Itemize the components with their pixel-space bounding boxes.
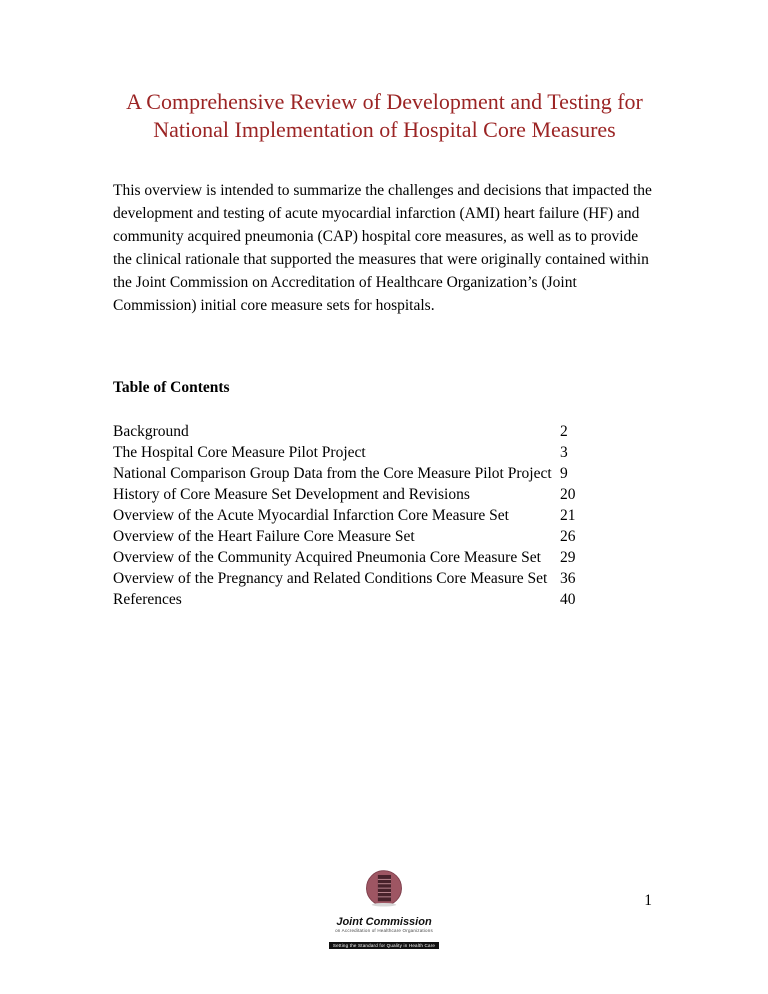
- page-number: 1: [644, 892, 652, 909]
- toc-item-title: Overview of the Heart Failure Core Measure Set: [113, 528, 415, 545]
- toc-item-page: 29: [560, 549, 576, 566]
- toc-item-page: 2: [560, 423, 568, 440]
- toc-row: [113, 589, 656, 610]
- document-title-line2: National Implementation of Hospital Core Measures: [153, 117, 616, 142]
- toc-item-title: Background: [113, 423, 189, 440]
- toc-item-page: 20: [560, 486, 576, 503]
- toc-row: [113, 484, 656, 505]
- toc-row: [113, 568, 656, 589]
- toc-item-title: National Comparison Group Data from the Core Measure Pilot Project: [113, 465, 552, 482]
- toc-item-page: 3: [560, 444, 568, 461]
- toc-item-page: 40: [560, 591, 576, 608]
- logo-title: Joint Commission: [336, 916, 432, 928]
- toc-item-title: History of Core Measure Set Development and Revisions: [113, 486, 470, 503]
- joint-commission-logo: [324, 868, 444, 952]
- document-title-line1: A Comprehensive Review of Development and Testing for: [126, 89, 643, 114]
- toc-heading: Table of Contents: [113, 379, 230, 396]
- toc-item-page: 26: [560, 528, 576, 545]
- toc-item-title: Overview of the Acute Myocardial Infarction Core Measure Set: [113, 507, 509, 524]
- toc-row: [113, 442, 656, 463]
- toc-row: [113, 505, 656, 526]
- toc-item-title: Overview of the Community Acquired Pneumonia Core Measure Set: [113, 549, 541, 566]
- toc-row: [113, 463, 656, 484]
- toc-item-title: Overview of the Pregnancy and Related Conditions Core Measure Set: [113, 570, 548, 587]
- document-title: [113, 88, 656, 144]
- toc-list: [113, 421, 656, 610]
- toc-item-title: The Hospital Core Measure Pilot Project: [113, 444, 366, 461]
- toc-row: [113, 526, 656, 547]
- toc-item-page: 36: [560, 570, 576, 587]
- joint-commission-building-icon: [363, 868, 405, 910]
- logo-subtitle: on Accreditation of Healthcare Organizations: [335, 928, 433, 933]
- toc-item-page: 9: [560, 465, 568, 482]
- toc-item-page: 21: [560, 507, 576, 524]
- toc-item-title: References: [113, 591, 182, 608]
- toc-row: [113, 547, 656, 568]
- logo-tagline: Setting the Standard for Quality in Health Care: [329, 942, 439, 949]
- toc-row: [113, 421, 656, 442]
- intro-paragraph: This overview is intended to summarize the challenges and decisions that impacted the development and testing of acute myocardial infarction (AMI) heart failure (HF) and community acquired pneumonia (CAP) hospital core measures, as well as to provide the clinical rationale that supported the measures that were originally contained within the Joint Commission on Accreditation of Healthcare Organization’s (Joint Commission) initial core measure sets for hospitals.: [113, 182, 652, 314]
